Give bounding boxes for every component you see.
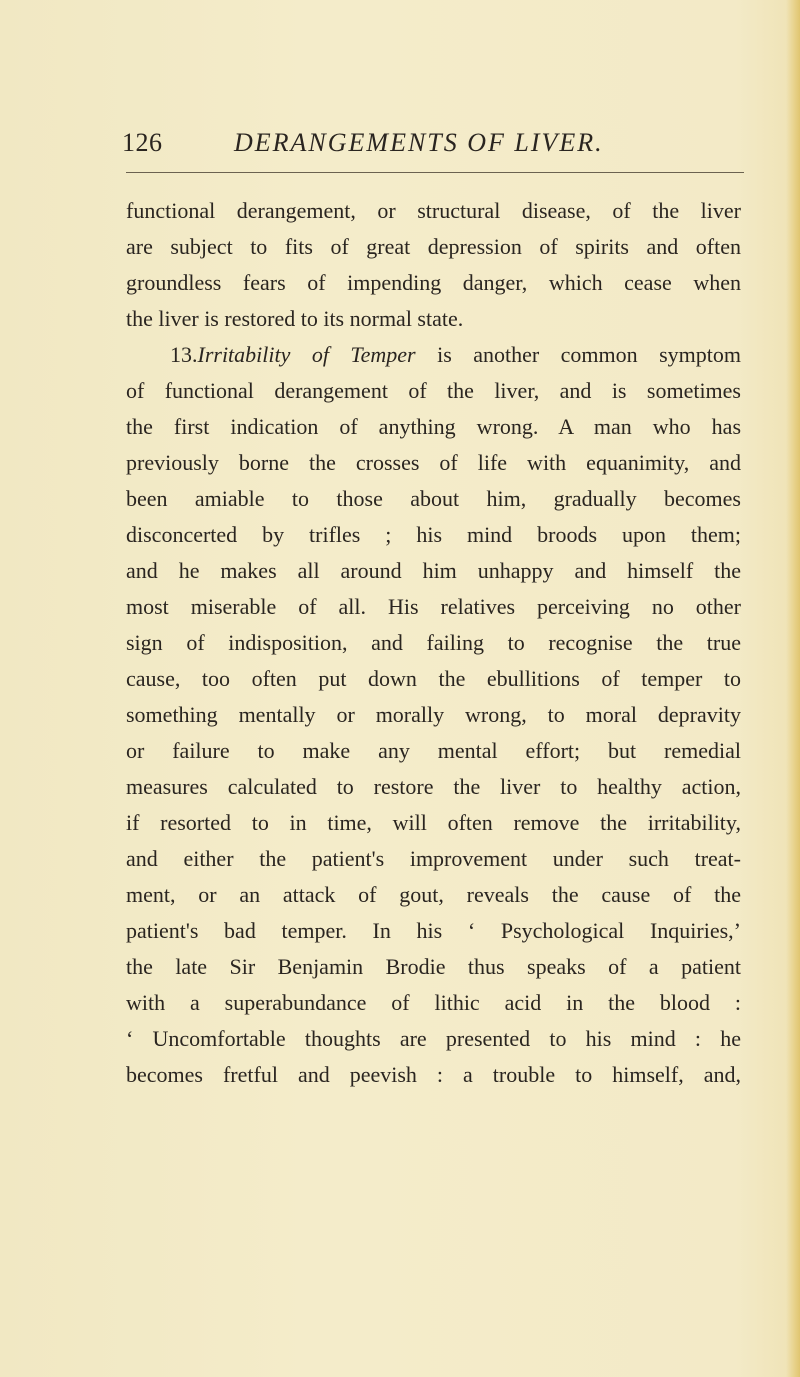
text-line: ment, or an attack of gout, reveals the cause of the (126, 882, 741, 907)
text-line: cause, too often put down the ebullitions of temper to (126, 666, 741, 691)
text-line: previously borne the crosses of life with equanimity, and (126, 450, 741, 475)
text-line: disconcerted by trifles ; his mind broods upon them; (126, 522, 741, 547)
page-edge (786, 0, 800, 1377)
header-rule (126, 172, 744, 173)
text-line: the first indication of anything wrong. A man who has (126, 414, 741, 439)
page-number: 126 (122, 128, 163, 157)
section-title: Irritability of Temper (197, 342, 416, 367)
text-line: sign of indisposition, and failing to recognise the true (126, 630, 741, 655)
text-line: measures calculated to restore the liver to healthy action, (126, 774, 741, 799)
text-line: functional derangement, or structural disease, of the liver (126, 198, 741, 223)
text-line: patient's bad temper. In his ‘ Psychological Inquiries,’ (126, 918, 741, 943)
text-line: and either the patient's improvement under such treat- (126, 846, 741, 871)
text-line: something mentally or morally wrong, to moral depravity (126, 702, 741, 727)
text-line: are subject to fits of great depression of spirits and often (126, 234, 741, 259)
text-line: becomes fretful and peevish : a trouble to himself, and, (126, 1062, 741, 1087)
text-line: most miserable of all. His relatives perceiving no other (126, 594, 741, 619)
text-line: ‘ Uncomfortable thoughts are presented to his mind : he (126, 1026, 741, 1051)
text-line: the late Sir Benjamin Brodie thus speaks of a patient (126, 954, 741, 979)
text-line: groundless fears of impending danger, which cease when (126, 270, 741, 295)
text-line: if resorted to in time, will often remove the irritability, (126, 810, 741, 835)
page-header (122, 128, 742, 162)
text-line: of functional derangement of the liver, and is sometimes (126, 378, 741, 403)
running-head: DERANGEMENTS OF LIVER. (234, 128, 604, 157)
text-line: with a superabundance of lithic acid in the blood : (126, 990, 741, 1015)
text-line: and he makes all around him unhappy and himself the (126, 558, 741, 583)
section-number: 13. (170, 342, 198, 367)
text-line: been amiable to those about him, gradually becomes (126, 486, 741, 511)
section-heading-line (170, 340, 741, 370)
text-span: is another common symptom (415, 342, 741, 367)
text-line: or failure to make any mental effort; but remedial (126, 738, 741, 763)
text-line: the liver is restored to its normal state. (126, 306, 464, 331)
